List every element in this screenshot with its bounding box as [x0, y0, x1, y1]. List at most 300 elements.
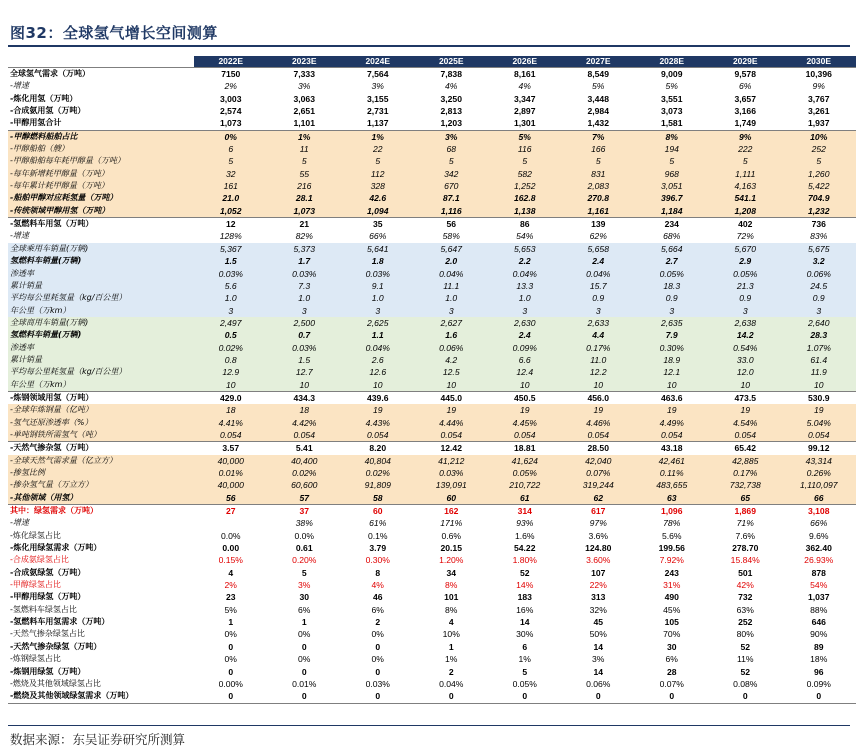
- value-cell: 0.7: [268, 329, 342, 341]
- row-label: -氢燃料车用氢（万吨）: [8, 218, 194, 231]
- value-cell: 252: [782, 143, 856, 155]
- value-cell: 18.9: [635, 354, 709, 366]
- value-cell: 1,094: [341, 205, 415, 218]
- value-cell: 65.42: [709, 442, 783, 455]
- value-cell: 183: [488, 591, 562, 603]
- table-row: [8, 391, 856, 404]
- value-cell: 8: [341, 567, 415, 579]
- row-label: -合成氨绿氢占比: [8, 554, 194, 566]
- value-cell: 68: [415, 143, 489, 155]
- value-cell: 19: [488, 404, 562, 416]
- value-cell: 0%: [194, 653, 268, 665]
- value-cell: 490: [635, 591, 709, 603]
- value-cell: 2,640: [782, 317, 856, 329]
- value-cell: 31%: [635, 579, 709, 591]
- value-cell: 4.45%: [488, 417, 562, 429]
- value-cell: 30: [268, 591, 342, 603]
- value-cell: 19: [562, 404, 636, 416]
- table-body: [8, 68, 856, 704]
- table-row: [8, 317, 856, 329]
- table-row: [8, 218, 856, 231]
- value-cell: 0.06%: [562, 678, 636, 690]
- value-cell: 4%: [341, 579, 415, 591]
- value-cell: 3,155: [341, 93, 415, 105]
- header-blank-cell: [8, 56, 194, 68]
- value-cell: 18.81: [488, 442, 562, 455]
- value-cell: 1.07%: [782, 342, 856, 354]
- year-header: 2026E: [488, 56, 562, 68]
- value-cell: 402: [709, 218, 783, 231]
- value-cell: 3%: [268, 80, 342, 92]
- row-label: 全球乘用车销量(万辆): [8, 243, 194, 255]
- value-cell: 194: [635, 143, 709, 155]
- value-cell: 0: [341, 690, 415, 703]
- table-row: [8, 429, 856, 442]
- value-cell: 16%: [488, 604, 562, 616]
- row-label: -天然气掺杂绿氢（万吨）: [8, 641, 194, 653]
- value-cell: 1,432: [562, 117, 636, 130]
- value-cell: 2.0: [415, 255, 489, 267]
- data-table-container: [8, 56, 850, 704]
- value-cell: 483,655: [635, 479, 709, 491]
- value-cell: 32%: [562, 604, 636, 616]
- value-cell: 0.30%: [341, 554, 415, 566]
- value-cell: 5%: [488, 130, 562, 143]
- value-cell: 1,037: [782, 591, 856, 603]
- value-cell: 1,869: [709, 505, 783, 518]
- row-label: 年公里（万km）: [8, 379, 194, 392]
- value-cell: 0.00%: [194, 678, 268, 690]
- value-cell: 14: [562, 641, 636, 653]
- value-cell: 42,461: [635, 455, 709, 467]
- value-cell: 2,627: [415, 317, 489, 329]
- value-cell: 5,664: [635, 243, 709, 255]
- row-label: -增速: [8, 230, 194, 242]
- value-cell: 5,641: [341, 243, 415, 255]
- value-cell: 3,657: [709, 93, 783, 105]
- value-cell: 10: [415, 379, 489, 392]
- value-cell: 0%: [268, 653, 342, 665]
- value-cell: 3: [782, 305, 856, 317]
- row-label: -船舶甲醇对应耗氢量（万吨）: [8, 192, 194, 204]
- value-cell: 7.3: [268, 280, 342, 292]
- value-cell: 28: [635, 666, 709, 678]
- value-cell: 56: [194, 492, 268, 505]
- row-label: 平均每公里耗氢量（kg/百公里）: [8, 366, 194, 378]
- value-cell: 83%: [782, 230, 856, 242]
- value-cell: 1.0: [341, 292, 415, 304]
- value-cell: 0: [782, 690, 856, 703]
- value-cell: 12.42: [415, 442, 489, 455]
- value-cell: 5: [194, 155, 268, 167]
- value-cell: 1,101: [268, 117, 342, 130]
- table-row: [8, 379, 856, 392]
- value-cell: 450.5: [488, 391, 562, 404]
- value-cell: 5: [709, 155, 783, 167]
- value-cell: 8%: [415, 579, 489, 591]
- value-cell: 2.4: [488, 329, 562, 341]
- value-cell: 4.49%: [635, 417, 709, 429]
- row-label: -单吨钢铁所需氢气（吨）: [8, 429, 194, 442]
- value-cell: 199.56: [635, 542, 709, 554]
- value-cell: 0.03%: [341, 678, 415, 690]
- value-cell: 1,749: [709, 117, 783, 130]
- value-cell: 1,232: [782, 205, 856, 218]
- value-cell: 2,638: [709, 317, 783, 329]
- value-cell: 11.0: [562, 354, 636, 366]
- value-cell: 3.2: [782, 255, 856, 267]
- value-cell: 541.1: [709, 192, 783, 204]
- hydrogen-demand-table: [8, 56, 856, 704]
- value-cell: 112: [341, 168, 415, 180]
- value-cell: 362.40: [782, 542, 856, 554]
- value-cell: 166: [562, 143, 636, 155]
- value-cell: 10: [194, 379, 268, 392]
- value-cell: 99.12: [782, 442, 856, 455]
- value-cell: 26.93%: [782, 554, 856, 566]
- value-cell: 1: [194, 616, 268, 628]
- value-cell: 0: [268, 690, 342, 703]
- table-row: [8, 80, 856, 92]
- value-cell: 1,137: [341, 117, 415, 130]
- row-label: 全球商用车销量(万辆): [8, 317, 194, 329]
- value-cell: 21.3: [709, 280, 783, 292]
- value-cell: 12.4: [488, 366, 562, 378]
- value-cell: 8,549: [562, 68, 636, 81]
- value-cell: 7,564: [341, 68, 415, 81]
- value-cell: 88%: [782, 604, 856, 616]
- value-cell: 11%: [709, 653, 783, 665]
- table-row: [8, 143, 856, 155]
- table-row: [8, 117, 856, 130]
- row-label: -掺氢比例: [8, 467, 194, 479]
- value-cell: 40,000: [194, 455, 268, 467]
- row-label: -甲醇用氢合计: [8, 117, 194, 130]
- value-cell: 2,625: [341, 317, 415, 329]
- value-cell: 5,670: [709, 243, 783, 255]
- value-cell: 19: [782, 404, 856, 416]
- value-cell: 1%: [341, 130, 415, 143]
- value-cell: 1.5: [268, 354, 342, 366]
- value-cell: 328: [341, 180, 415, 192]
- value-cell: 96: [782, 666, 856, 678]
- value-cell: 0.02%: [194, 342, 268, 354]
- row-label: -炼钢绿氢占比: [8, 653, 194, 665]
- row-label: 平均每公里耗氢量（kg/百公里）: [8, 292, 194, 304]
- value-cell: 0.9: [782, 292, 856, 304]
- value-cell: 41,212: [415, 455, 489, 467]
- value-cell: 11.1: [415, 280, 489, 292]
- value-cell: 41,624: [488, 455, 562, 467]
- value-cell: 1.5: [194, 255, 268, 267]
- year-header: 2029E: [709, 56, 783, 68]
- value-cell: 3%: [268, 579, 342, 591]
- row-label: -炼化绿氢占比: [8, 530, 194, 542]
- value-cell: 0.04%: [415, 268, 489, 280]
- value-cell: 19: [709, 404, 783, 416]
- value-cell: 5.6%: [635, 530, 709, 542]
- value-cell: 161: [194, 180, 268, 192]
- year-header: 2027E: [562, 56, 636, 68]
- value-cell: 91,809: [341, 479, 415, 491]
- value-cell: 0.9: [562, 292, 636, 304]
- value-cell: 12.9: [194, 366, 268, 378]
- value-cell: 2,984: [562, 105, 636, 117]
- value-cell: 2.7: [635, 255, 709, 267]
- value-cell: 30%: [488, 628, 562, 640]
- value-cell: 0.9: [709, 292, 783, 304]
- row-label: -甲醇绿氢占比: [8, 579, 194, 591]
- value-cell: 2,574: [194, 105, 268, 117]
- row-label: 氢燃料车销量(万辆): [8, 255, 194, 267]
- row-label: -合成氨绿氢（万吨）: [8, 567, 194, 579]
- value-cell: 15.84%: [709, 554, 783, 566]
- year-header: 2024E: [341, 56, 415, 68]
- value-cell: 2.9: [709, 255, 783, 267]
- value-cell: 4%: [415, 80, 489, 92]
- value-cell: 704.9: [782, 192, 856, 204]
- value-cell: 5,647: [415, 243, 489, 255]
- value-cell: 968: [635, 168, 709, 180]
- value-cell: 0: [194, 641, 268, 653]
- value-cell: 0: [709, 690, 783, 703]
- value-cell: 42.6: [341, 192, 415, 204]
- value-cell: 1,301: [488, 117, 562, 130]
- value-cell: 7.92%: [635, 554, 709, 566]
- value-cell: 530.9: [782, 391, 856, 404]
- value-cell: 0.09%: [782, 678, 856, 690]
- bottom-rule: [8, 725, 850, 726]
- value-cell: 434.3: [268, 391, 342, 404]
- value-cell: 0.03%: [194, 268, 268, 280]
- value-cell: 55: [268, 168, 342, 180]
- value-cell: 0.06%: [415, 342, 489, 354]
- value-cell: 52: [709, 666, 783, 678]
- value-cell: 34: [415, 567, 489, 579]
- value-cell: 4.44%: [415, 417, 489, 429]
- value-cell: 8%: [415, 604, 489, 616]
- value-cell: 65: [709, 492, 783, 505]
- value-cell: 18: [194, 404, 268, 416]
- value-cell: 43.18: [635, 442, 709, 455]
- value-cell: 3: [341, 305, 415, 317]
- table-row: [8, 628, 856, 640]
- value-cell: 1%: [268, 130, 342, 143]
- header-row: [8, 56, 856, 68]
- value-cell: 5%: [194, 604, 268, 616]
- value-cell: 222: [709, 143, 783, 155]
- table-row: [8, 329, 856, 341]
- value-cell: 35: [341, 218, 415, 231]
- value-cell: 3,063: [268, 93, 342, 105]
- value-cell: 5,422: [782, 180, 856, 192]
- value-cell: 3,261: [782, 105, 856, 117]
- value-cell: 12.6: [341, 366, 415, 378]
- value-cell: 19: [635, 404, 709, 416]
- value-cell: 42%: [709, 579, 783, 591]
- value-cell: 1.7: [268, 255, 342, 267]
- value-cell: 0.17%: [709, 467, 783, 479]
- value-cell: 0: [562, 690, 636, 703]
- value-cell: 3,108: [782, 505, 856, 518]
- value-cell: 243: [635, 567, 709, 579]
- value-cell: 3,073: [635, 105, 709, 117]
- value-cell: 0.054: [194, 429, 268, 442]
- value-cell: 10%: [415, 628, 489, 640]
- row-label: -氢燃料车用氢需求（万吨）: [8, 616, 194, 628]
- value-cell: 1.6: [415, 329, 489, 341]
- value-cell: 3: [488, 305, 562, 317]
- value-cell: 0.07%: [562, 467, 636, 479]
- value-cell: 5.41: [268, 442, 342, 455]
- value-cell: 0.04%: [488, 268, 562, 280]
- value-cell: 6.6: [488, 354, 562, 366]
- table-row: [8, 567, 856, 579]
- value-cell: 0: [488, 690, 562, 703]
- value-cell: 4%: [488, 80, 562, 92]
- value-cell: 0.04%: [415, 678, 489, 690]
- value-cell: 86: [488, 218, 562, 231]
- value-cell: 0.02%: [341, 467, 415, 479]
- value-cell: 18.3: [635, 280, 709, 292]
- value-cell: 278.70: [709, 542, 783, 554]
- value-cell: 52: [488, 567, 562, 579]
- value-cell: 3.57: [194, 442, 268, 455]
- value-cell: 19: [341, 404, 415, 416]
- value-cell: 3: [268, 305, 342, 317]
- value-cell: 5,373: [268, 243, 342, 255]
- value-cell: 28.3: [782, 329, 856, 341]
- value-cell: 10,396: [782, 68, 856, 81]
- value-cell: 4.4: [562, 329, 636, 341]
- value-cell: 0.5: [194, 329, 268, 341]
- value-cell: 0: [194, 666, 268, 678]
- value-cell: 0: [635, 690, 709, 703]
- row-label: -炼化用氢（万吨）: [8, 93, 194, 105]
- value-cell: 0.11%: [635, 467, 709, 479]
- table-row: [8, 492, 856, 505]
- value-cell: 0.26%: [782, 467, 856, 479]
- row-label: -氢气还原渗透率（%）: [8, 417, 194, 429]
- value-cell: 22: [341, 143, 415, 155]
- value-cell: 732,738: [709, 479, 783, 491]
- value-cell: 3: [562, 305, 636, 317]
- value-cell: 10: [268, 379, 342, 392]
- value-cell: 61%: [341, 517, 415, 529]
- value-cell: 0%: [341, 628, 415, 640]
- row-label: -甲醇船舶每年耗甲醇量（万吨）: [8, 155, 194, 167]
- value-cell: 5%: [635, 80, 709, 92]
- value-cell: 0%: [268, 628, 342, 640]
- value-cell: 22%: [562, 579, 636, 591]
- value-cell: 93%: [488, 517, 562, 529]
- value-cell: 14.2: [709, 329, 783, 341]
- row-label: 其中：绿氢需求（万吨）: [8, 505, 194, 518]
- row-label: -掺杂氢气量（万立方）: [8, 479, 194, 491]
- value-cell: 9,009: [635, 68, 709, 81]
- value-cell: 0: [268, 666, 342, 678]
- value-cell: 97%: [562, 517, 636, 529]
- value-cell: 2: [341, 616, 415, 628]
- value-cell: 2.2: [488, 255, 562, 267]
- value-cell: 319,244: [562, 479, 636, 491]
- value-cell: 162: [415, 505, 489, 518]
- value-cell: 1.6%: [488, 530, 562, 542]
- value-cell: 68%: [635, 230, 709, 242]
- table-row: [8, 366, 856, 378]
- value-cell: 10: [782, 379, 856, 392]
- value-cell: 45%: [635, 604, 709, 616]
- value-cell: 732: [709, 591, 783, 603]
- value-cell: 0.1%: [341, 530, 415, 542]
- value-cell: 45: [562, 616, 636, 628]
- value-cell: 4: [194, 567, 268, 579]
- value-cell: 5: [268, 567, 342, 579]
- value-cell: 3,250: [415, 93, 489, 105]
- value-cell: 21.0: [194, 192, 268, 204]
- value-cell: 62%: [562, 230, 636, 242]
- row-label: 氢燃料车销量(万辆): [8, 329, 194, 341]
- table-row: [8, 192, 856, 204]
- value-cell: 3,003: [194, 93, 268, 105]
- value-cell: 270.8: [562, 192, 636, 204]
- row-label: -天然气掺杂氢（万吨）: [8, 442, 194, 455]
- table-row: [8, 404, 856, 416]
- table-row: [8, 68, 856, 81]
- row-label: -甲醇燃料船舶占比: [8, 130, 194, 143]
- value-cell: 5.04%: [782, 417, 856, 429]
- value-cell: 1,203: [415, 117, 489, 130]
- value-cell: 0.01%: [268, 678, 342, 690]
- row-label: -全球天然气需求量（亿立方）: [8, 455, 194, 467]
- value-cell: 15.7: [562, 280, 636, 292]
- table-row: [8, 530, 856, 542]
- value-cell: 2,651: [268, 105, 342, 117]
- value-cell: 8%: [635, 130, 709, 143]
- value-cell: 9%: [709, 130, 783, 143]
- value-cell: 57: [268, 492, 342, 505]
- value-cell: 0: [268, 641, 342, 653]
- value-cell: 2,897: [488, 105, 562, 117]
- value-cell: 0%: [194, 130, 268, 143]
- row-label: -全球年炼钢量（亿吨）: [8, 404, 194, 416]
- value-cell: 10: [562, 379, 636, 392]
- table-row: [8, 690, 856, 703]
- value-cell: 313: [562, 591, 636, 603]
- value-cell: 878: [782, 567, 856, 579]
- value-cell: 10: [709, 379, 783, 392]
- value-cell: 139: [562, 218, 636, 231]
- value-cell: 3,347: [488, 93, 562, 105]
- value-cell: 58: [341, 492, 415, 505]
- value-cell: 1,208: [709, 205, 783, 218]
- value-cell: 0.6%: [415, 530, 489, 542]
- value-cell: 2,813: [415, 105, 489, 117]
- value-cell: 501: [709, 567, 783, 579]
- value-cell: 61.4: [782, 354, 856, 366]
- table-row: [8, 255, 856, 267]
- row-label: -天然气掺杂绿氢占比: [8, 628, 194, 640]
- value-cell: 234: [635, 218, 709, 231]
- table-row: [8, 354, 856, 366]
- value-cell: 21: [268, 218, 342, 231]
- value-cell: 5.6: [194, 280, 268, 292]
- value-cell: 5,675: [782, 243, 856, 255]
- value-cell: 1.0: [268, 292, 342, 304]
- value-cell: 1,161: [562, 205, 636, 218]
- value-cell: 473.5: [709, 391, 783, 404]
- value-cell: 3%: [415, 130, 489, 143]
